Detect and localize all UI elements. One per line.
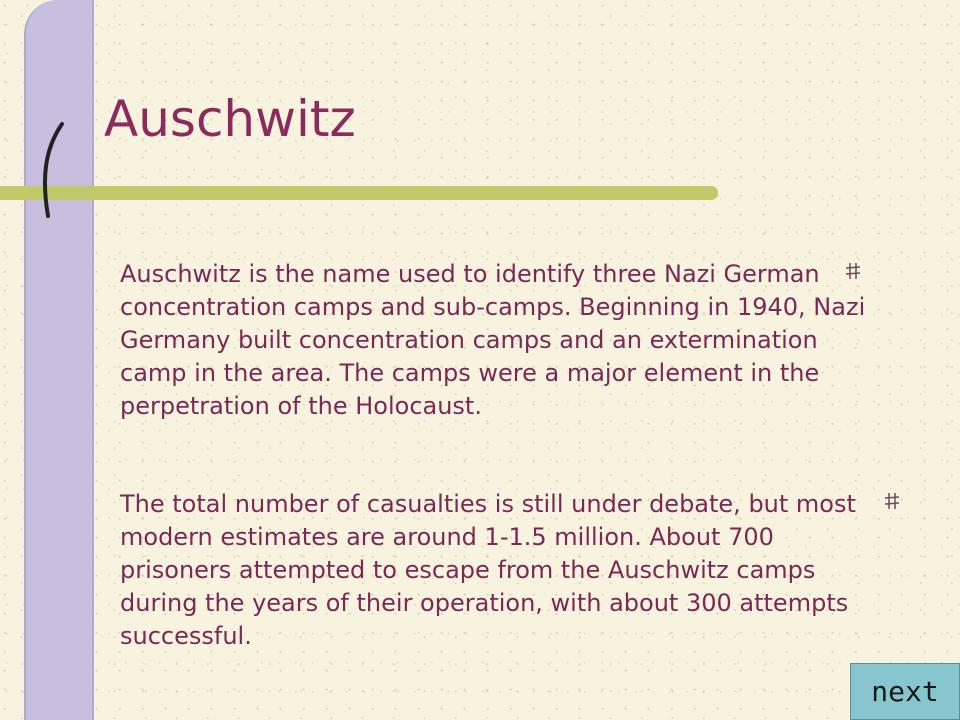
paragraph-2: The total number of casualties is still under debate, but most modern estimates are around 1-1.5 million. About 700 prisoners attempted to escape from the Auschwitz camps during the years of their operation, with about 300 attempts successful.: [120, 490, 856, 650]
hash-bullet-icon: [845, 262, 861, 280]
hash-bullet-icon: [884, 492, 900, 510]
title-underline: [0, 186, 718, 200]
left-decorative-bar: [24, 0, 94, 720]
bracket-decoration-icon: [32, 120, 72, 220]
paragraph-1: Auschwitz is the name used to identify three Nazi German concentration camps and sub-camps. Beginning in 1940, Nazi Germany built concentration camps and an extermination camp in the area. The camps were a major element in the perpetration of the Holocaust.: [120, 260, 866, 420]
next-button[interactable]: next: [850, 663, 960, 720]
slide-title: Auschwitz: [104, 90, 356, 148]
